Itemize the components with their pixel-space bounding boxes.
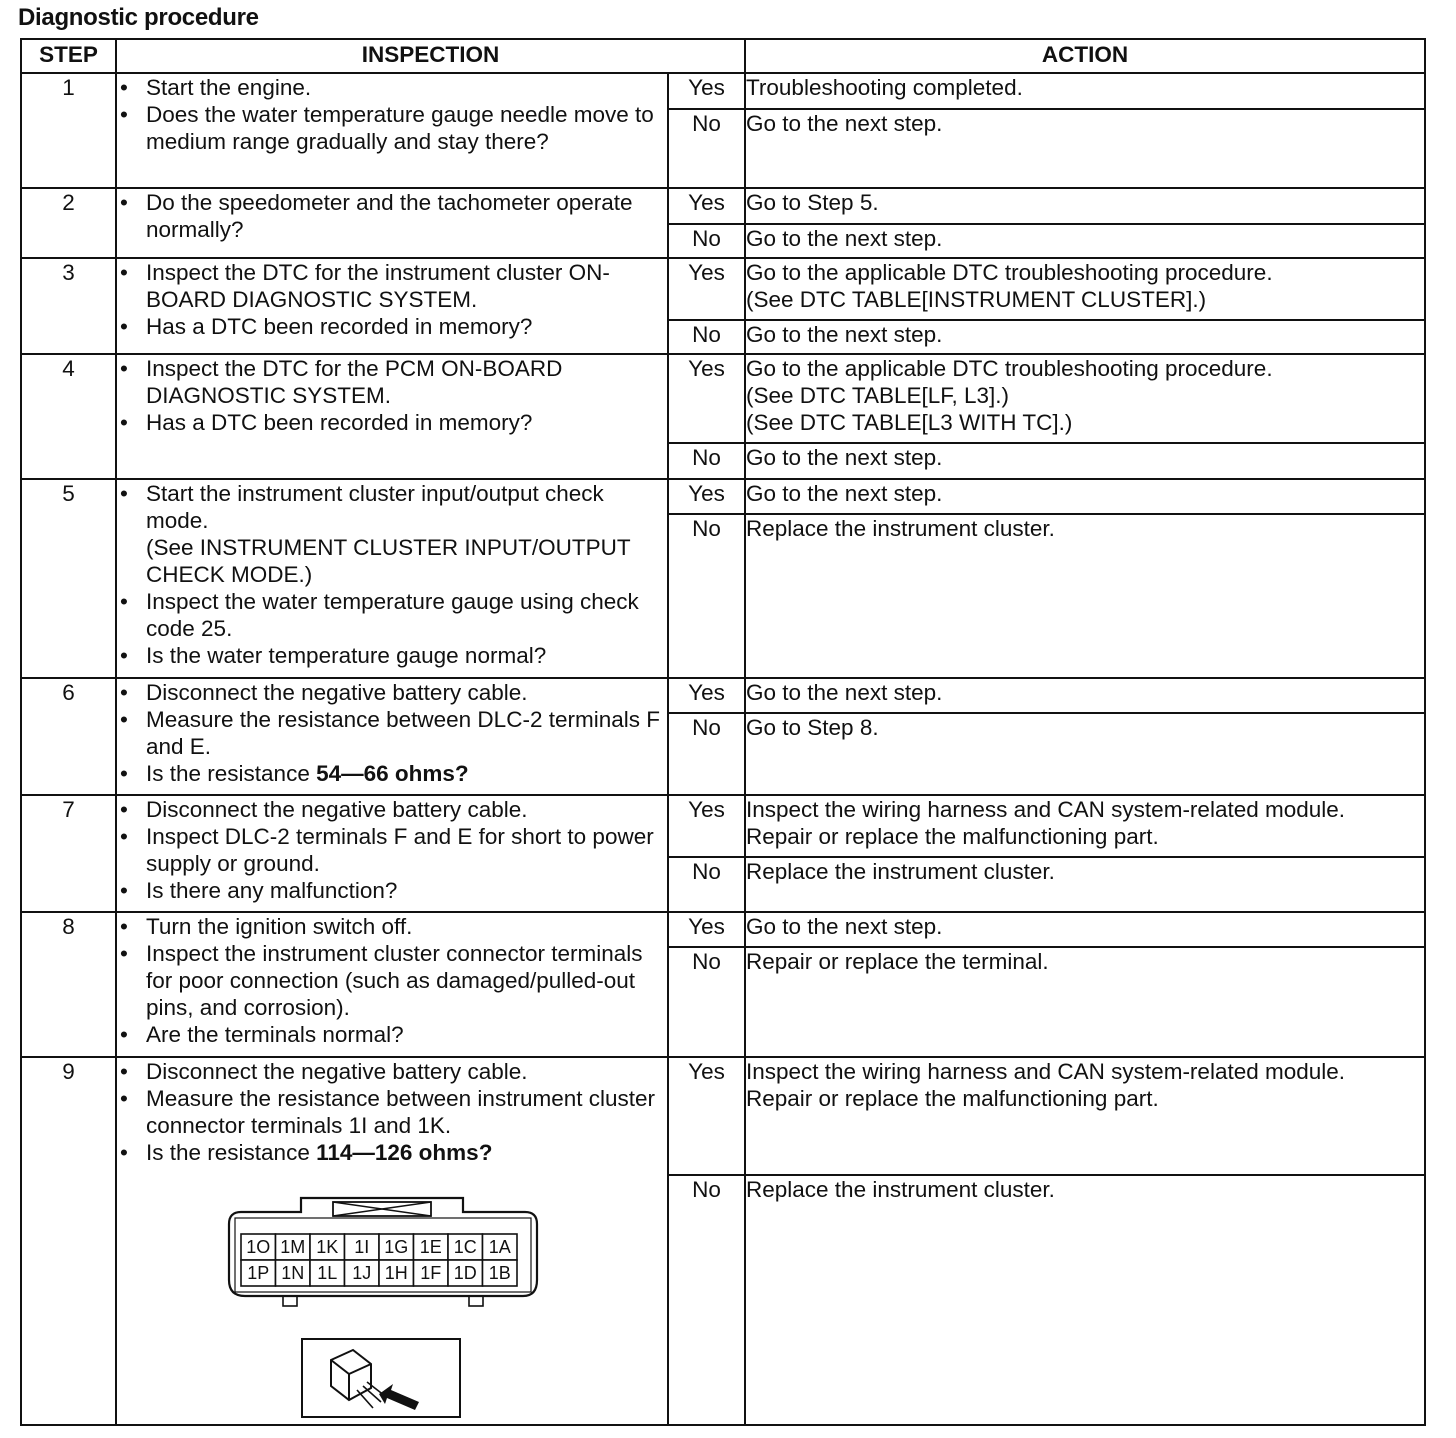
action-text: Replace the instrument cluster. <box>746 1176 1055 1202</box>
no-label: No <box>668 713 745 795</box>
connector-pin-label: 1H <box>384 1263 408 1283</box>
header-step: STEP <box>21 39 116 73</box>
inspection-item: • Has a DTC been recorded in memory? <box>117 313 667 340</box>
yes-label: Yes <box>668 678 745 713</box>
action-text: Go to the next step. <box>746 322 943 347</box>
inspection-item: • Inspect the water temperature gauge using check code 25. <box>117 588 667 642</box>
inspection-cell <box>116 188 668 258</box>
step-number: 5 <box>21 479 116 678</box>
table-row <box>21 479 1425 514</box>
yes-action <box>745 678 1425 713</box>
connector-pin-label: 1G <box>384 1237 409 1257</box>
yes-label: Yes <box>668 258 745 320</box>
action-text: Troubleshooting completed. <box>746 75 1023 100</box>
inspection-item: • Has a DTC been recorded in memory? <box>117 409 667 436</box>
action-text: Replace the instrument cluster. <box>746 859 1055 884</box>
connector-pin-label: 1E <box>419 1237 442 1257</box>
connector-pin-label: 1M <box>280 1237 306 1257</box>
resistance-spec: 114—126 ohms? <box>316 1140 493 1165</box>
step-number: 2 <box>21 188 116 258</box>
yes-label: Yes <box>668 354 745 443</box>
action-text: Go to the next step. <box>746 445 943 470</box>
connector-pin-label: 1J <box>352 1263 372 1283</box>
no-label: No <box>668 857 745 912</box>
action-text: (See DTC TABLE[INSTRUMENT CLUSTER].) <box>746 287 1207 312</box>
diagnostic-table <box>20 38 1426 1426</box>
inspection-item <box>117 760 667 787</box>
yes-label: Yes <box>668 1057 745 1175</box>
action-text: Inspect the wiring harness and CAN system-related module. <box>746 797 1346 822</box>
action-text: Go to the next step. <box>746 226 943 251</box>
inspection-item: • Inspect DLC-2 terminals F and E for short to power supply or ground. <box>117 823 667 877</box>
inspection-item: • Inspect the instrument cluster connector terminals for poor connection (such as damaged/pulled-out pins, and corrosion). <box>117 940 667 1021</box>
connector-lock <box>283 1296 297 1306</box>
no-action <box>745 514 1425 678</box>
inspection-cell <box>116 354 668 479</box>
table-header-row <box>21 39 1425 73</box>
inspection-item: • Turn the ignition switch off. <box>117 913 667 940</box>
table-row <box>21 258 1425 320</box>
table-row <box>21 912 1425 947</box>
table-row <box>21 188 1425 224</box>
yes-action <box>745 1057 1425 1175</box>
connector-diagram <box>227 1192 539 1312</box>
step-number: 9 <box>21 1057 116 1425</box>
connector-pin-label: 1P <box>247 1263 270 1283</box>
action-text: Repair or replace the malfunctioning part. <box>746 1086 1159 1111</box>
connector-pin-label: 1K <box>316 1237 339 1257</box>
connector-pin-label: 1A <box>488 1237 511 1257</box>
inspection-cell <box>116 1057 668 1425</box>
terminal-body <box>331 1350 371 1400</box>
yes-action <box>745 188 1425 224</box>
no-action <box>745 109 1425 188</box>
probe-arrow-icon <box>379 1384 419 1410</box>
action-text: Inspect the wiring harness and CAN system-related module. <box>746 1059 1346 1084</box>
inspection-note: (See INSTRUMENT CLUSTER INPUT/OUTPUT CHECK MODE.) <box>146 535 631 587</box>
table-row <box>21 1057 1425 1175</box>
illustration-frame <box>302 1339 460 1417</box>
inspection-item: • Do the speedometer and the tachometer operate normally? <box>117 189 667 243</box>
table-row <box>21 73 1425 109</box>
inspection-item: • Is the water temperature gauge normal? <box>117 642 667 669</box>
action-text: (See DTC TABLE[L3 WITH TC].) <box>746 410 1073 435</box>
no-label: No <box>668 443 745 479</box>
inspection-item: • Inspect the DTC for the PCM ON-BOARD DIAGNOSTIC SYSTEM. <box>117 355 667 409</box>
yes-label: Yes <box>668 479 745 514</box>
connector-pin-label: 1D <box>453 1263 477 1283</box>
no-action <box>745 857 1425 912</box>
action-text: Go to Step 8. <box>746 715 879 740</box>
no-label: No <box>668 320 745 354</box>
inspection-item: • Disconnect the negative battery cable. <box>117 679 667 706</box>
action-text: Replace the instrument cluster. <box>746 516 1055 541</box>
inspection-cell <box>116 678 668 795</box>
table-row <box>21 354 1425 443</box>
connector-pins <box>241 1234 517 1286</box>
action-text: (See DTC TABLE[LF, L3].) <box>746 383 1010 408</box>
connector-pin-label: 1B <box>488 1263 511 1283</box>
inspection-item: • Inspect the DTC for the instrument cluster ON-BOARD DIAGNOSTIC SYSTEM. <box>117 259 667 313</box>
yes-action <box>745 795 1425 857</box>
inspection-cell <box>116 795 668 912</box>
no-label: No <box>668 1175 745 1425</box>
step-number: 3 <box>21 258 116 354</box>
no-action <box>745 947 1425 1057</box>
step-number: 7 <box>21 795 116 912</box>
inspection-text: Is the resistance <box>146 1140 317 1165</box>
yes-label: Yes <box>668 188 745 224</box>
header-action: ACTION <box>745 39 1425 73</box>
no-label: No <box>668 109 745 188</box>
resistance-spec: 54—66 ohms? <box>316 761 469 786</box>
inspection-item: • Measure the resistance between DLC-2 terminals F and E. <box>117 706 667 760</box>
action-text: Repair or replace the terminal. <box>746 949 1049 974</box>
connector-pin-label: 1C <box>453 1237 477 1257</box>
action-text: Go to the next step. <box>746 914 943 939</box>
connector-terminal-illustration <box>301 1338 461 1418</box>
inspection-cell <box>116 479 668 678</box>
step-number: 8 <box>21 912 116 1057</box>
no-action <box>745 1175 1425 1425</box>
inspection-item: • Is there any malfunction? <box>117 877 667 904</box>
inspection-item: • Disconnect the negative battery cable. <box>117 796 667 823</box>
step-number: 1 <box>21 73 116 188</box>
no-action <box>745 320 1425 354</box>
inspection-text: Is the resistance <box>146 761 317 786</box>
table-row <box>21 678 1425 713</box>
inspection-item <box>117 1139 667 1166</box>
inspection-item: • Measure the resistance between instrument cluster connector terminals 1I and 1K. <box>117 1085 667 1139</box>
connector-pin-label: 1N <box>281 1263 305 1283</box>
action-text: Go to the applicable DTC troubleshooting procedure. <box>746 260 1273 285</box>
connector-pin-label: 1O <box>246 1237 271 1257</box>
inspection-item: • Disconnect the negative battery cable. <box>117 1058 667 1085</box>
no-action <box>745 224 1425 258</box>
page-title: Diagnostic procedure <box>18 4 259 31</box>
table-row <box>21 795 1425 857</box>
yes-action <box>745 73 1425 109</box>
step-number: 4 <box>21 354 116 479</box>
no-action <box>745 443 1425 479</box>
yes-action <box>745 354 1425 443</box>
yes-label: Yes <box>668 912 745 947</box>
yes-action <box>745 258 1425 320</box>
inspection-item: • Start the engine. <box>117 74 667 101</box>
connector-lock <box>469 1296 483 1306</box>
inspection-cell <box>116 258 668 354</box>
connector-pin-label: 1F <box>420 1263 442 1283</box>
action-text: Go to the next step. <box>746 680 943 705</box>
action-text: Go to the applicable DTC troubleshooting procedure. <box>746 356 1273 381</box>
inspection-item: • Does the water temperature gauge needle move to medium range gradually and stay there? <box>117 101 667 155</box>
inspection-item: • Are the terminals normal? <box>117 1021 667 1048</box>
no-action <box>745 713 1425 795</box>
no-label: No <box>668 224 745 258</box>
header-inspection: INSPECTION <box>116 39 745 73</box>
action-text: Repair or replace the malfunctioning part. <box>746 824 1159 849</box>
action-text: Go to the next step. <box>746 481 943 506</box>
inspection-cell <box>116 73 668 188</box>
inspection-cell <box>116 912 668 1057</box>
connector-pin-label: 1I <box>354 1237 370 1257</box>
action-text: Go to the next step. <box>746 111 943 136</box>
inspection-item <box>117 480 667 588</box>
step-number: 6 <box>21 678 116 795</box>
no-label: No <box>668 947 745 1057</box>
yes-label: Yes <box>668 795 745 857</box>
action-text: Go to Step 5. <box>746 190 879 215</box>
yes-action <box>745 479 1425 514</box>
inspection-text: Start the instrument cluster input/output check mode. <box>146 481 604 533</box>
yes-label: Yes <box>668 73 745 109</box>
no-label: No <box>668 514 745 678</box>
yes-action <box>745 912 1425 947</box>
figures <box>117 1166 667 1424</box>
connector-pin-label: 1L <box>317 1263 338 1283</box>
